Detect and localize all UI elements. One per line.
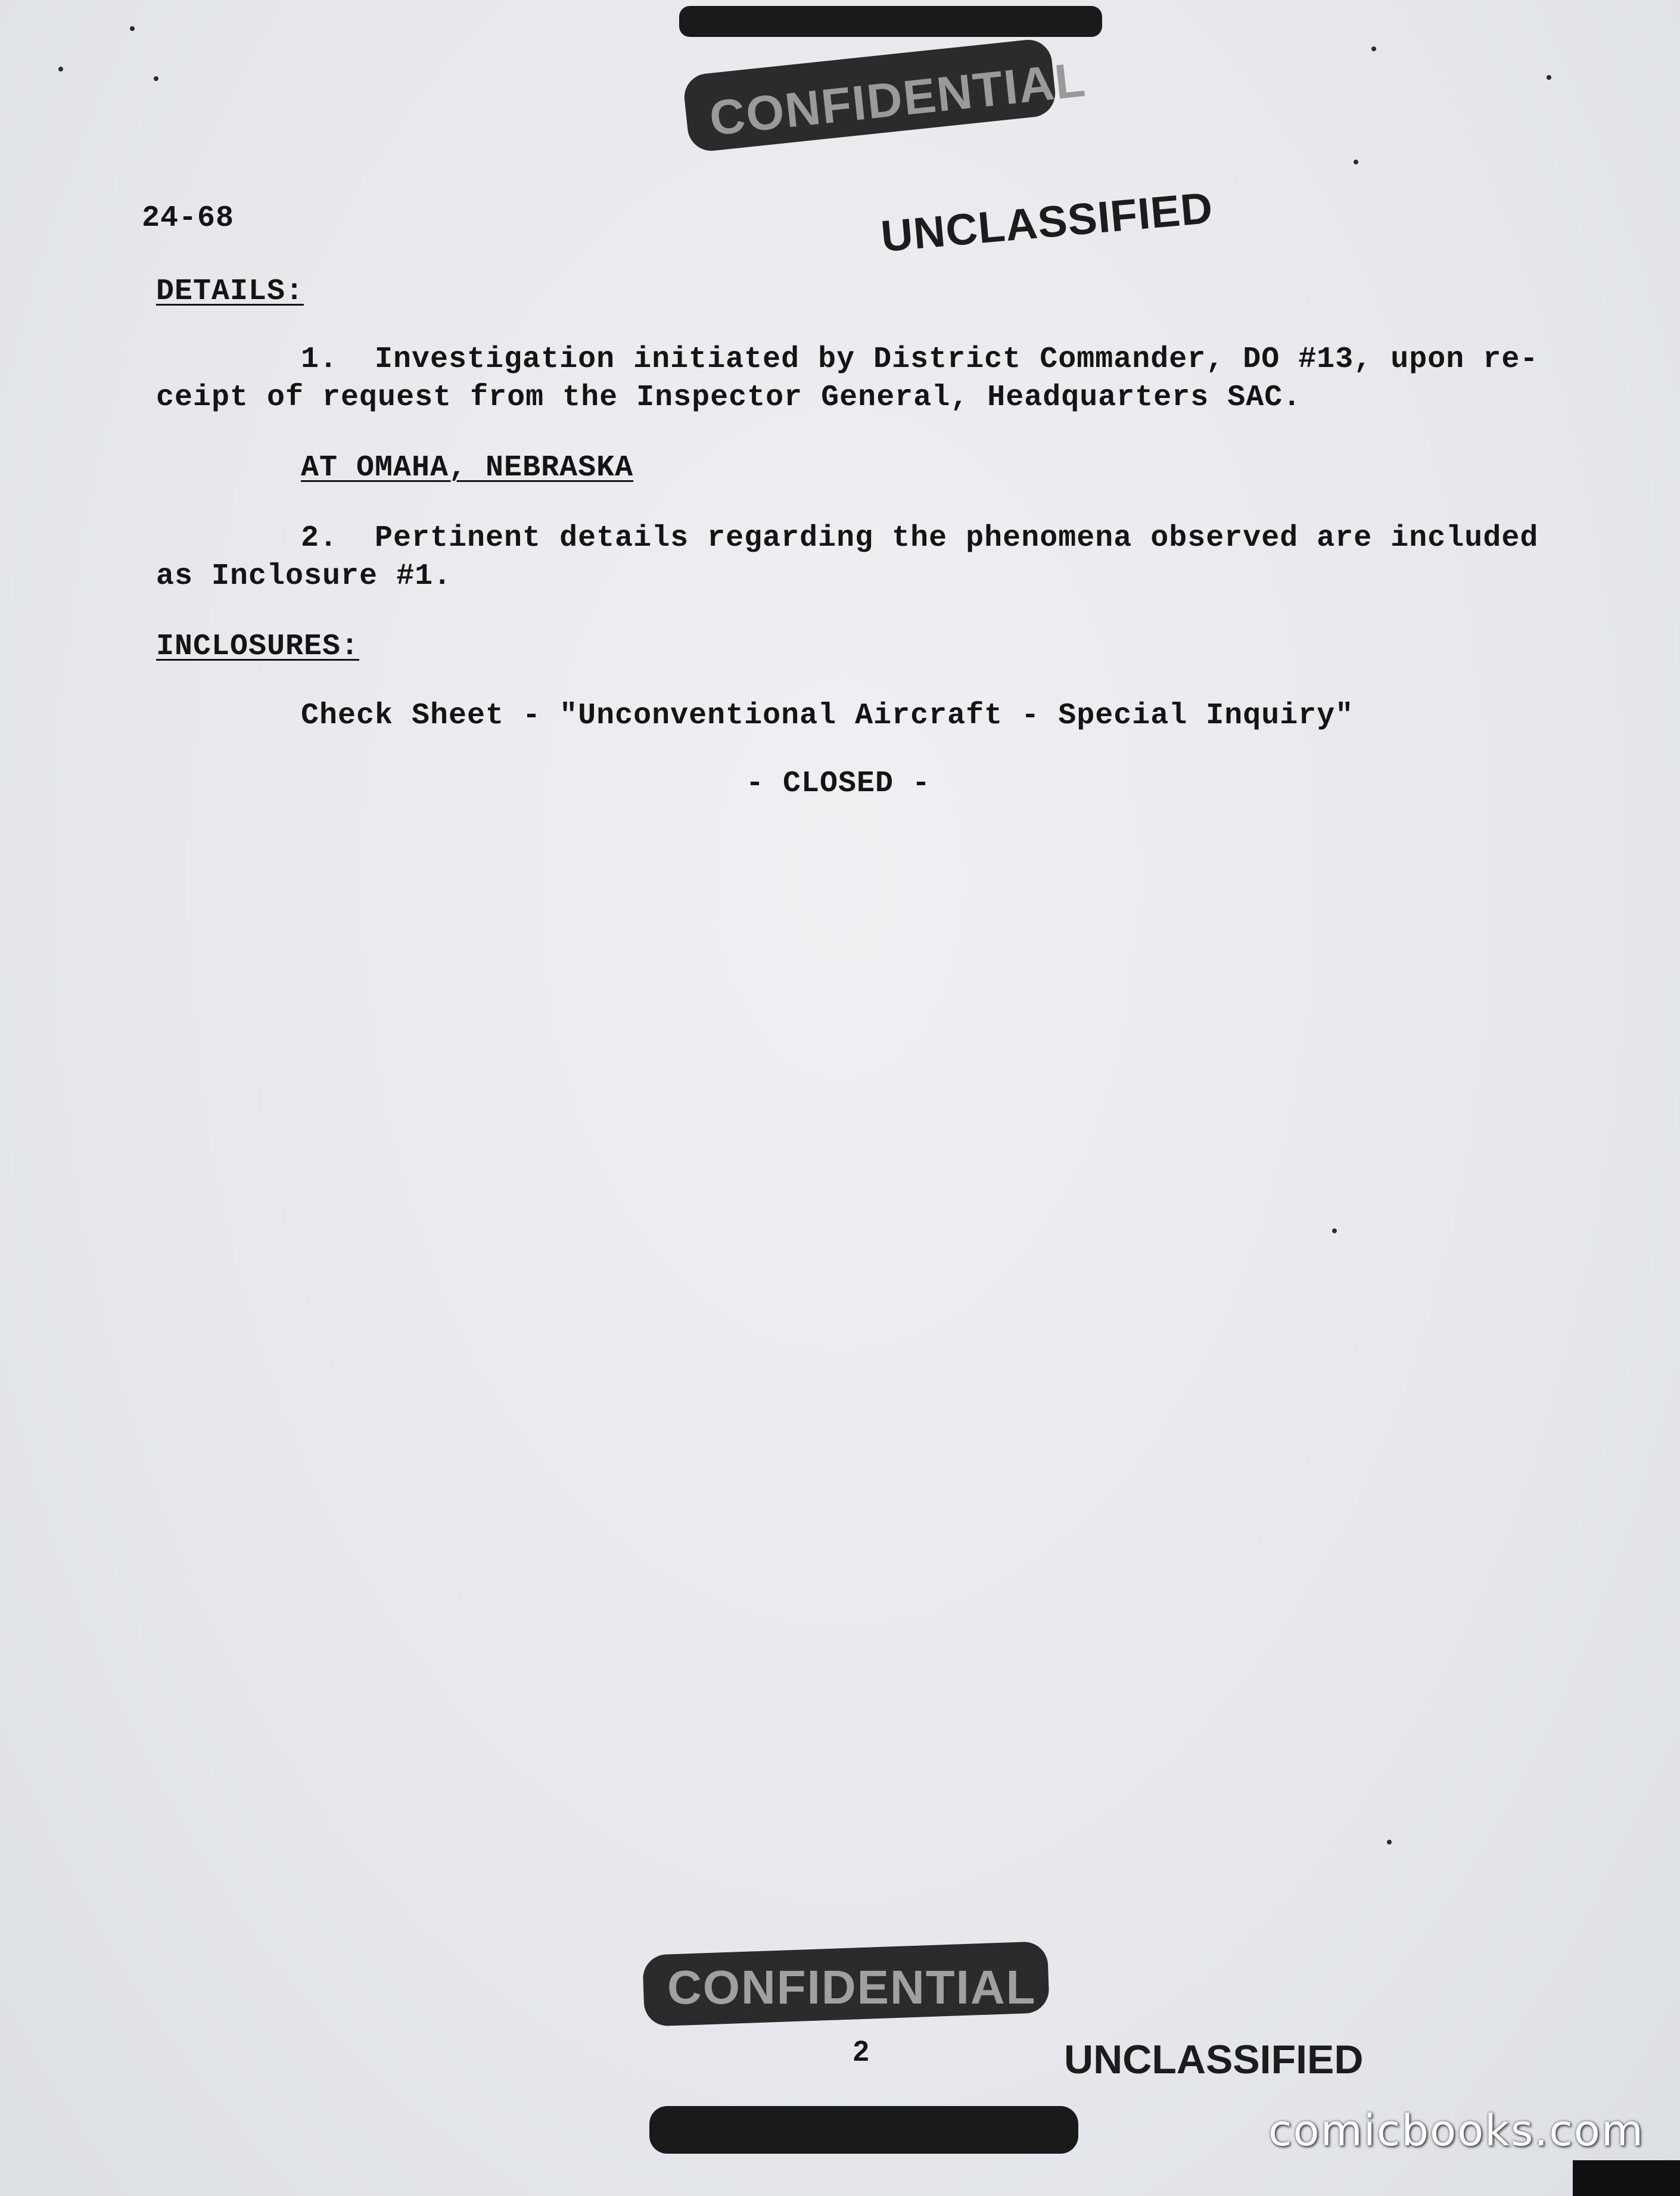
redaction-bar-top	[679, 6, 1102, 37]
confidential-stamp-top: CONFIDENTIAL	[707, 52, 1089, 146]
speck	[58, 67, 63, 71]
speck	[1547, 75, 1551, 80]
page-number: 2	[853, 2036, 870, 2067]
corner-mark	[1573, 2160, 1680, 2196]
unclassified-stamp-top: UNCLASSIFIED	[879, 182, 1215, 262]
speck	[1371, 46, 1376, 51]
speck	[130, 26, 135, 31]
details-heading: DETAILS:	[156, 275, 304, 309]
paragraph-1-line-2: ceipt of request from the Inspector General, Headquarters SAC.	[156, 381, 1302, 415]
closed-marker: - CLOSED -	[746, 767, 931, 801]
paragraph-1-line-1: 1. Investigation initiated by District Commander, DO #13, upon re-	[301, 343, 1539, 377]
speck	[1387, 1840, 1392, 1844]
paragraph-2-line-2: as Inclosure #1.	[156, 559, 452, 593]
unclassified-stamp-bottom: UNCLASSIFIED	[1064, 2037, 1364, 2082]
inclosures-heading: INCLOSURES:	[156, 630, 360, 664]
inclosure-item: Check Sheet - "Unconventional Aircraft - Special Inquiry"	[301, 699, 1354, 733]
speck	[1332, 1228, 1337, 1233]
watermark: comicbooks.com	[1268, 2105, 1644, 2155]
speck	[1354, 160, 1358, 164]
file-number: 24-68	[142, 201, 235, 235]
speck	[154, 76, 158, 81]
paragraph-2-line-1: 2. Pertinent details regarding the phenomena observed are included	[301, 521, 1539, 555]
location-heading: AT OMAHA, NEBRASKA	[301, 451, 634, 485]
confidential-stamp-bottom: CONFIDENTIAL	[667, 1961, 1037, 2014]
redaction-bar-bottom	[649, 2106, 1078, 2154]
